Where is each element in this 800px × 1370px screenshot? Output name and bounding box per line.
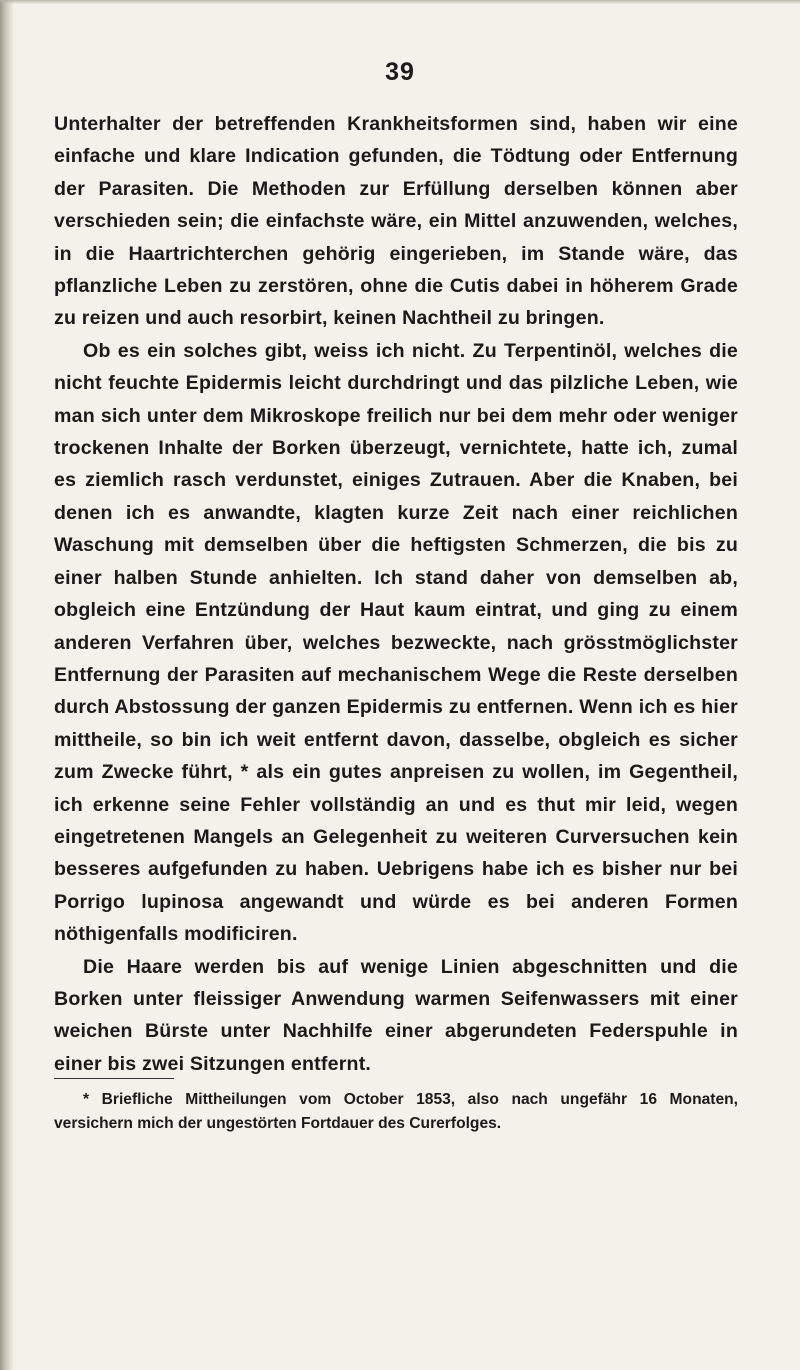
paragraph-2: Ob es ein solches gibt, weiss ich nicht. Zu Terpentinöl, welches die nicht feuchte Epidermis leicht durchdringt und das pilzliche Leben, wie man sich unter dem Mikroskope freilich nur bei dem mehr oder weniger trockenen Inhalte der Borken überzeugt, vernichtete, hatte ich, zumal es ziemlich rasch verdunstet, einiges Zutrauen. Aber die Knaben, bei denen ich es anwandte, klagten kurze Zeit nach einer reichlichen Waschung mit demselben über die heftigsten Schmerzen, die bis zu einer halben Stunde anhielten. Ich stand daher von demselben ab, obgleich eine Entzündung der Haut kaum eintrat, und ging zu einem anderen Verfahren über, welches bezweckte, nach grösstmöglichster Entfernung der Parasiten auf mechanischem Wege die Reste derselben durch Abstossung der ganzen Epidermis zu entfernen. Wenn ich es hier mittheile, so bin ich weit entfernt davon, dasselbe, obgleich es sicher zum Zwecke führt, * als ein gutes anpreisen zu wollen, im Gegentheil, ich erkenne seine Fehler vollständig an und es thut mir leid, wegen eingetretenen Mangels an Gelegenheit zu weiteren Curversuchen kein besseres aufgefunden zu haben. Uebrigens habe ich es bisher nur bei Porrigo lupinosa angewandt und würde es bei anderen Formen nöthigenfalls modificiren.: [54, 339, 738, 946]
binding-shadow: [0, 0, 14, 1370]
body-text: [54, 108, 738, 1080]
footnote-divider: [54, 1078, 174, 1079]
paragraph-3: Die Haare werden bis auf wenige Linien abgeschnitten und die Borken unter fleissiger Anwendung warmen Seifenwassers mit einer weichen Bürste unter Nachhilfe einer abgerundeten Federspuhle in einer bis zwei Sitzungen entfernt.: [54, 955, 738, 1075]
page-number: 39: [385, 58, 415, 86]
footnote: [54, 1088, 738, 1136]
paragraph-1: Unterhalter der betreffenden Krankheitsformen sind, haben wir eine einfache und klare Indication gefunden, die Tödtung oder Entfernung der Parasiten. Die Methoden zur Erfüllung derselben können aber verschieden sein; die einfachste wäre, ein Mittel anzuwenden, welches, in die Haartrichterchen gehörig eingerieben, im Stande wäre, das pflanzliche Leben zu zerstören, ohne die Cutis dabei in höherem Grade zu reizen und auch resorbirt, keinen Nachtheil zu bringen.: [54, 113, 738, 330]
footnote-text: * Briefliche Mittheilungen vom October 1853, also nach ungefähr 16 Monaten, versichern mich der ungestörten Fortdauer des Curerfolges.: [54, 1091, 738, 1132]
page-top-edge: [0, 0, 800, 4]
